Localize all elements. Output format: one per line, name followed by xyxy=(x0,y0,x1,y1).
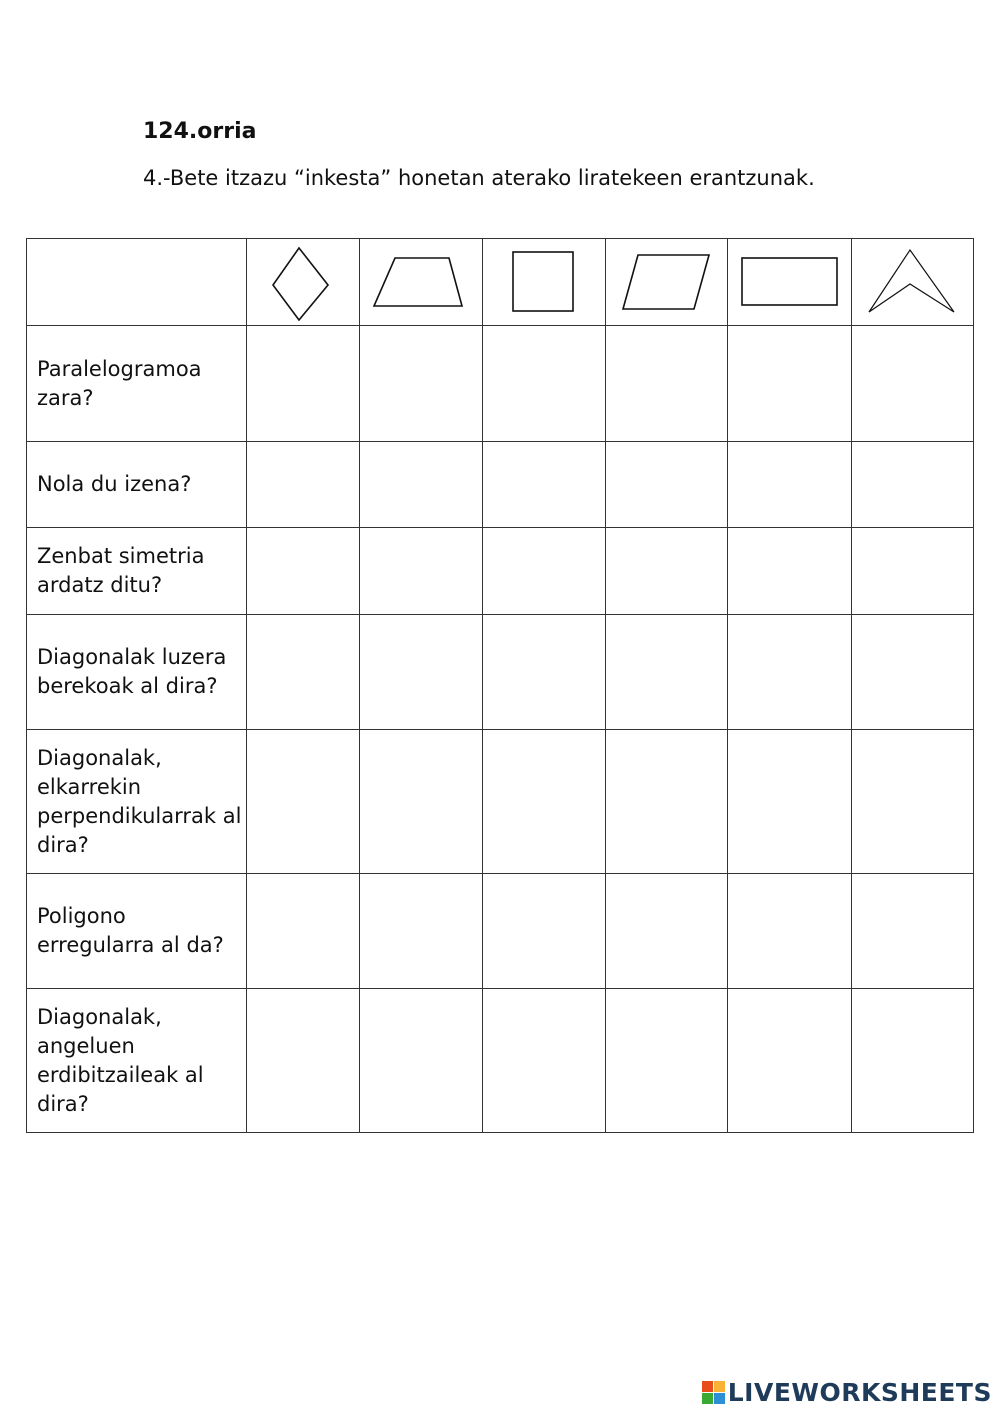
brand-mark-square xyxy=(702,1381,713,1392)
brand-mark-square xyxy=(714,1381,725,1392)
answer-cell[interactable] xyxy=(728,615,852,730)
table-row xyxy=(27,989,974,1133)
question-label: Diagonalak, angeluen erdibitzaileak al dira? xyxy=(27,989,247,1133)
answer-cell[interactable] xyxy=(852,989,974,1133)
answer-cell[interactable] xyxy=(606,442,728,528)
corner-cell xyxy=(27,239,247,326)
shape-cell-trapezoid xyxy=(360,239,483,326)
answer-cell[interactable] xyxy=(728,989,852,1133)
answer-cell[interactable] xyxy=(360,989,483,1133)
question-label: Paralelogramoa zara? xyxy=(27,326,247,442)
answer-cell[interactable] xyxy=(606,615,728,730)
answer-cell[interactable] xyxy=(852,615,974,730)
answer-cell[interactable] xyxy=(606,326,728,442)
shape-cell-arrowhead xyxy=(852,239,974,326)
brand-text: LIVEWORKSHEETS xyxy=(727,1378,992,1407)
answer-cell[interactable] xyxy=(360,528,483,615)
table-row xyxy=(27,874,974,989)
answer-cell[interactable] xyxy=(360,874,483,989)
answer-cell[interactable] xyxy=(728,326,852,442)
answer-cell[interactable] xyxy=(247,326,360,442)
shape-cell-rectangle xyxy=(728,239,852,326)
answer-cell[interactable] xyxy=(247,730,360,874)
page-title: 124.orria xyxy=(143,119,257,144)
answer-cell[interactable] xyxy=(728,874,852,989)
answer-cell[interactable] xyxy=(360,442,483,528)
answer-cell[interactable] xyxy=(728,730,852,874)
shape-cell-square xyxy=(483,239,606,326)
brand-mark-square xyxy=(702,1393,713,1404)
brand-mark-square xyxy=(714,1393,725,1404)
answer-cell[interactable] xyxy=(247,442,360,528)
survey-table xyxy=(26,238,974,1133)
answer-cell[interactable] xyxy=(483,442,606,528)
rhombus-icon xyxy=(271,243,335,321)
table-row xyxy=(27,442,974,528)
answer-cell[interactable] xyxy=(606,730,728,874)
answer-cell[interactable] xyxy=(247,528,360,615)
arrowhead-icon xyxy=(868,248,958,316)
answer-cell[interactable] xyxy=(852,326,974,442)
answer-cell[interactable] xyxy=(483,989,606,1133)
brand-mark-icon xyxy=(702,1381,725,1404)
answer-cell[interactable] xyxy=(606,874,728,989)
answer-cell[interactable] xyxy=(852,528,974,615)
table-row xyxy=(27,326,974,442)
answer-cell[interactable] xyxy=(247,989,360,1133)
shape-cell-parallelogram xyxy=(606,239,728,326)
answer-cell[interactable] xyxy=(728,442,852,528)
table-row xyxy=(27,528,974,615)
question-label: Poligono erregularra al da? xyxy=(27,874,247,989)
answer-cell[interactable] xyxy=(247,615,360,730)
answer-cell[interactable] xyxy=(852,874,974,989)
question-label: Diagonalak, elkarrekin perpendikularrak al dira? xyxy=(27,730,247,874)
table-row xyxy=(27,730,974,874)
question-label: Diagonalak luzera berekoak al dira? xyxy=(27,615,247,730)
answer-cell[interactable] xyxy=(360,730,483,874)
header-row xyxy=(27,239,974,326)
answer-cell[interactable] xyxy=(483,730,606,874)
brand-logo xyxy=(702,1378,992,1407)
answer-cell[interactable] xyxy=(606,528,728,615)
parallelogram-icon xyxy=(621,252,713,312)
answer-cell[interactable] xyxy=(852,442,974,528)
answer-cell[interactable] xyxy=(483,528,606,615)
answer-cell[interactable] xyxy=(360,326,483,442)
trapezoid-icon xyxy=(373,254,469,310)
answer-cell[interactable] xyxy=(728,528,852,615)
question-label: Nola du izena? xyxy=(27,442,247,528)
rectangle-icon xyxy=(740,256,840,308)
instruction-text: 4.-Bete itzazu “inkesta” honetan aterako liratekeen erantzunak. xyxy=(143,166,815,190)
answer-cell[interactable] xyxy=(247,874,360,989)
answer-cell[interactable] xyxy=(606,989,728,1133)
question-label: Zenbat simetria ardatz ditu? xyxy=(27,528,247,615)
answer-cell[interactable] xyxy=(483,874,606,989)
answer-cell[interactable] xyxy=(360,615,483,730)
square-icon xyxy=(511,250,577,314)
answer-cell[interactable] xyxy=(852,730,974,874)
table-row xyxy=(27,615,974,730)
answer-cell[interactable] xyxy=(483,326,606,442)
shape-cell-rhombus xyxy=(247,239,360,326)
answer-cell[interactable] xyxy=(483,615,606,730)
